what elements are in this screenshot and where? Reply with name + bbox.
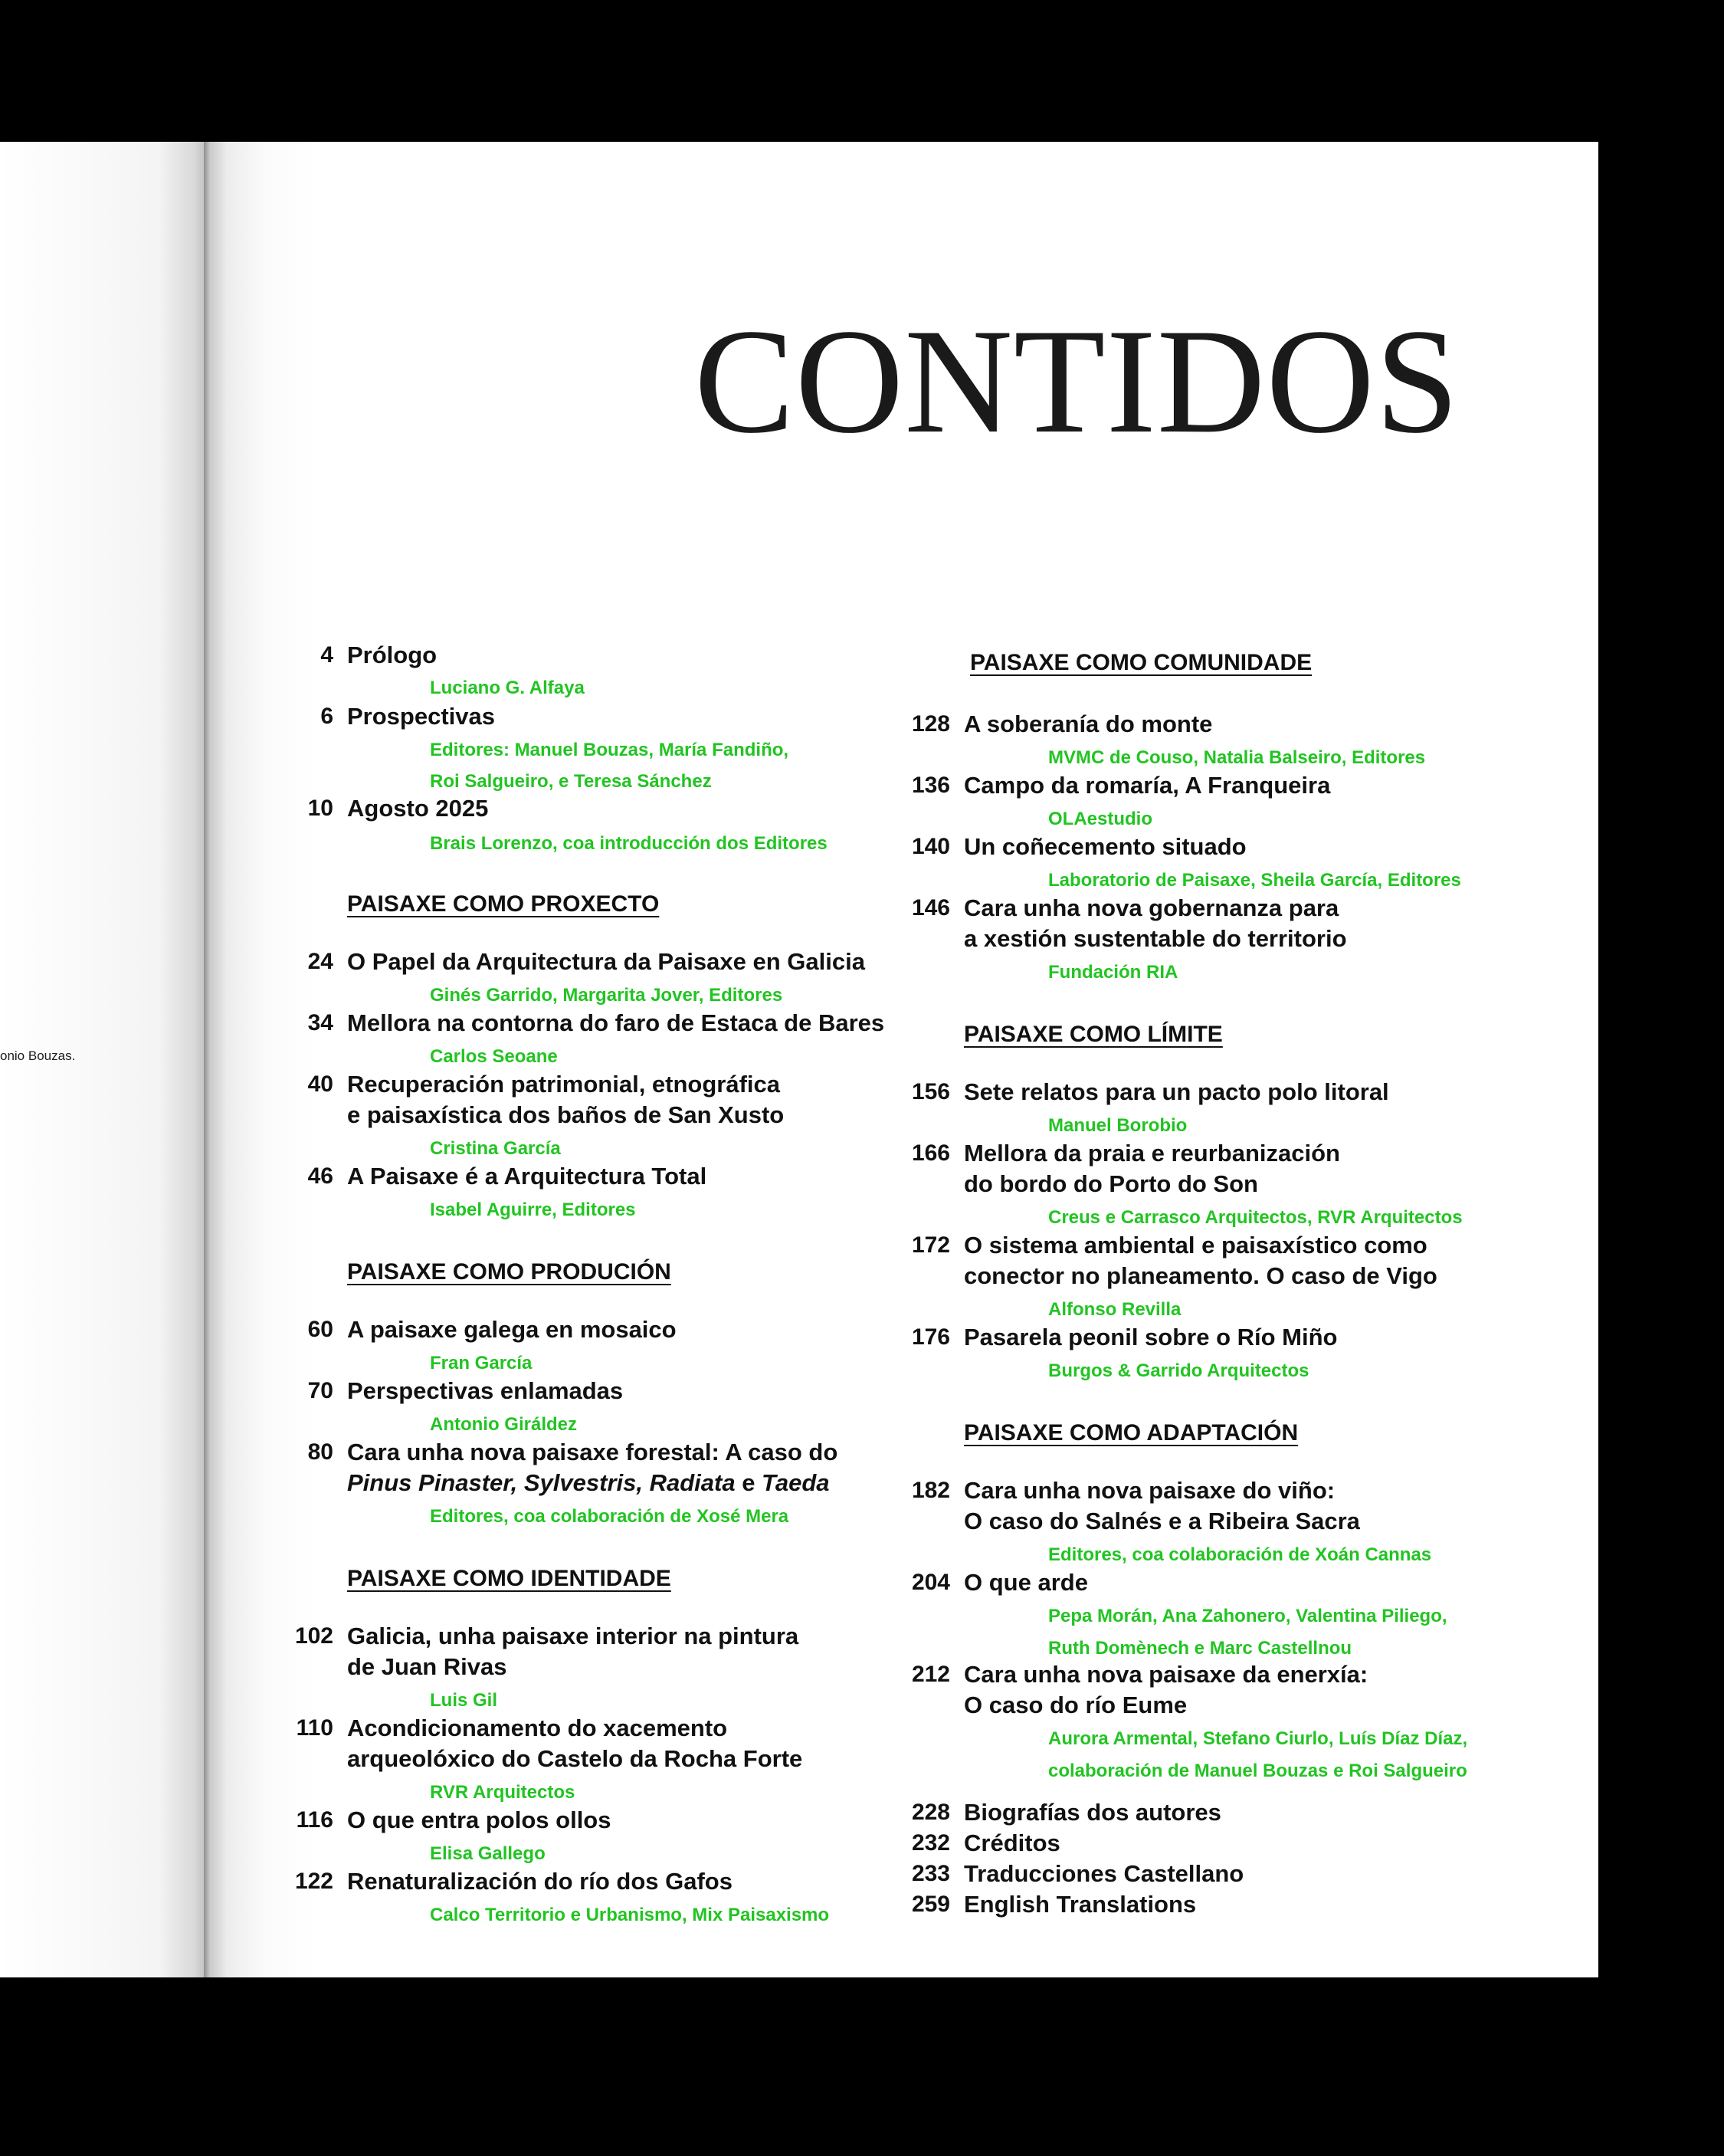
- section-heading: PAISAXE COMO PROXECTO: [347, 891, 660, 917]
- toc-title: Traducciones Castellano: [964, 1860, 1244, 1887]
- toc-title: arqueolóxico do Castelo da Rocha Forte: [347, 1745, 803, 1772]
- toc-authors: Laboratorio de Paisaxe, Sheila García, Editores: [1048, 870, 1461, 891]
- toc-title: Renaturalización do río dos Gafos: [347, 1868, 733, 1895]
- toc-authors: Ginés Garrido, Margarita Jover, Editores: [430, 985, 783, 1006]
- section-heading: PAISAXE COMO LÍMITE: [964, 1022, 1223, 1047]
- toc-authors: MVMC de Couso, Natalia Balseiro, Editores: [1048, 747, 1426, 768]
- toc-page-number: 259: [911, 1892, 950, 1917]
- toc-authors: Luis Gil: [430, 1690, 498, 1711]
- toc-title-italic: Taeda: [762, 1469, 830, 1496]
- toc-title: A paisaxe galega en mosaico: [347, 1316, 677, 1343]
- toc-title: A soberanía do monte: [964, 710, 1213, 737]
- toc-page-number: 182: [911, 1478, 950, 1503]
- toc-page-number: 6: [320, 704, 333, 729]
- toc-page-number: 212: [911, 1662, 950, 1687]
- toc-authors: Editores: Manuel Bouzas, María Fandiño,: [430, 740, 789, 760]
- toc-page-number: 10: [307, 796, 333, 821]
- toc-page-number: 80: [307, 1439, 333, 1465]
- toc-title: Créditos: [964, 1829, 1060, 1856]
- toc-title: Cara unha nova paisaxe da enerxía:: [964, 1661, 1368, 1688]
- toc-page-number: 233: [911, 1861, 950, 1886]
- right-page: [204, 142, 1598, 1977]
- toc-page-number: 24: [307, 949, 333, 974]
- toc-authors: OLAestudio: [1048, 809, 1152, 829]
- toc-page-number: 40: [307, 1071, 333, 1097]
- toc-authors: Cristina García: [430, 1138, 561, 1159]
- toc-authors: Creus e Carrasco Arquitectos, RVR Arquitectos: [1048, 1207, 1463, 1228]
- toc-page-number: 228: [911, 1800, 950, 1825]
- toc-title: Sete relatos para un pacto polo litoral: [964, 1078, 1389, 1105]
- toc-title: Prólogo: [347, 642, 438, 668]
- toc-title: de Juan Rivas: [347, 1653, 507, 1680]
- toc-title: Recuperación patrimonial, etnográfica: [347, 1071, 781, 1098]
- toc-page-number: 172: [911, 1232, 950, 1258]
- toc-page-number: 34: [307, 1010, 333, 1035]
- toc-authors: Elisa Gallego: [430, 1843, 546, 1864]
- toc-page-number: 110: [296, 1715, 333, 1741]
- toc-authors: colaboración de Manuel Bouzas e Roi Salgueiro: [1048, 1761, 1467, 1781]
- toc-title: Biografías dos autores: [964, 1799, 1221, 1826]
- toc-title: Perspectivas enlamadas: [347, 1377, 624, 1404]
- toc-title-conjunction: e: [735, 1469, 762, 1496]
- section-heading: PAISAXE COMO ADAPTACIÓN: [964, 1420, 1299, 1446]
- toc-authors: Aurora Armental, Stefano Ciurlo, Luís Díaz Díaz,: [1048, 1728, 1468, 1749]
- toc-authors: Pepa Morán, Ana Zahonero, Valentina Piliego,: [1048, 1606, 1447, 1626]
- left-page-snippet: onio Bouzas.: [0, 1048, 76, 1063]
- toc-title: A Paisaxe é a Arquitectura Total: [347, 1163, 707, 1190]
- toc-title: Mellora da praia e reurbanización: [964, 1140, 1340, 1167]
- toc-title-italic: Pinus Pinaster, Sylvestris, Radiata: [347, 1469, 736, 1496]
- toc-authors: Fundación RIA: [1048, 962, 1178, 983]
- toc-page-number: 140: [911, 834, 950, 859]
- toc-authors: Fran García: [430, 1353, 533, 1373]
- toc-title: O Papel da Arquitectura da Paisaxe en Galicia: [347, 948, 865, 975]
- toc-page-number: 146: [911, 895, 950, 920]
- toc-authors: Isabel Aguirre, Editores: [430, 1199, 636, 1220]
- toc-title: Campo da romaría, A Franqueira: [964, 772, 1331, 799]
- toc-page-number: 136: [911, 773, 950, 798]
- toc-page-number: 232: [911, 1830, 950, 1856]
- toc-authors: Alfonso Revilla: [1048, 1299, 1182, 1320]
- toc-authors: Burgos & Garrido Arquitectos: [1048, 1360, 1309, 1381]
- toc-title: Cara unha nova paisaxe forestal: A caso do: [347, 1439, 838, 1465]
- toc-title: Prospectivas: [347, 703, 495, 730]
- toc-authors: Editores, coa colaboración de Xosé Mera: [430, 1506, 789, 1527]
- toc-authors: Luciano G. Alfaya: [430, 678, 585, 698]
- toc-page-number: 176: [911, 1324, 950, 1350]
- toc-page-number: 166: [911, 1140, 950, 1166]
- toc-title: Pasarela peonil sobre o Río Miño: [964, 1324, 1338, 1350]
- toc-title: Mellora na contorna do faro de Estaca de Bares: [347, 1009, 885, 1036]
- toc-authors: Editores, coa colaboración de Xoán Cannas: [1048, 1544, 1432, 1565]
- toc-authors: Calco Territorio e Urbanismo, Mix Paisaxismo: [430, 1905, 830, 1925]
- toc-title: Agosto 2025: [347, 795, 489, 822]
- toc-title: O que arde: [964, 1569, 1088, 1596]
- toc-page-number: 46: [307, 1163, 333, 1189]
- toc-title: O que entra polos ollos: [347, 1807, 611, 1833]
- toc-title: English Translations: [964, 1891, 1197, 1918]
- toc-page-number: 128: [911, 711, 950, 737]
- toc-page-number: 4: [320, 642, 333, 668]
- toc-authors: Roi Salgueiro, e Teresa Sánchez: [430, 771, 712, 792]
- toc-page-number: 204: [911, 1570, 950, 1595]
- toc-page-number: 60: [307, 1317, 333, 1342]
- toc-page-number: 70: [307, 1378, 333, 1403]
- toc-title: a xestión sustentable do territorio: [964, 925, 1347, 952]
- toc-title: O caso do Salnés e a Ribeira Sacra: [964, 1508, 1360, 1534]
- toc-title: do bordo do Porto do Son: [964, 1170, 1258, 1197]
- toc-title: conector no planeamento. O caso de Vigo: [964, 1262, 1437, 1289]
- toc-title: Galicia, unha paisaxe interior na pintura: [347, 1623, 799, 1649]
- toc-authors: Carlos Seoane: [430, 1046, 558, 1067]
- toc-title: e paisaxística dos baños de San Xusto: [347, 1101, 785, 1128]
- toc-title: Cara unha nova paisaxe do viño:: [964, 1477, 1336, 1504]
- toc-authors: Brais Lorenzo, coa introducción dos Editores: [430, 833, 828, 854]
- toc-title: Cara unha nova gobernanza para: [964, 894, 1339, 921]
- toc-authors: RVR Arquitectos: [430, 1782, 575, 1803]
- toc-title: O caso do río Eume: [964, 1692, 1188, 1718]
- toc-title: Acondicionamento do xacemento: [347, 1715, 728, 1741]
- page-title: CONTIDOS: [694, 298, 1460, 464]
- toc-page-number: 116: [296, 1807, 333, 1833]
- toc-authors: Ruth Domènech e Marc Castellnou: [1048, 1638, 1352, 1659]
- toc-title: Un coñecemento situado: [964, 833, 1247, 860]
- section-heading: PAISAXE COMO PRODUCIÓN: [347, 1259, 671, 1285]
- toc-authors: Antonio Giráldez: [430, 1414, 577, 1435]
- section-heading: PAISAXE COMO COMUNIDADE: [970, 650, 1313, 675]
- toc-authors: Manuel Borobio: [1048, 1115, 1188, 1136]
- toc-page-number: 156: [911, 1079, 950, 1104]
- section-heading: PAISAXE COMO IDENTIDADE: [347, 1566, 671, 1591]
- toc-title: O sistema ambiental e paisaxístico como: [964, 1232, 1427, 1258]
- toc-title: [347, 1468, 830, 1498]
- toc-page-number: 122: [294, 1869, 333, 1894]
- toc-page-number: 102: [294, 1623, 333, 1649]
